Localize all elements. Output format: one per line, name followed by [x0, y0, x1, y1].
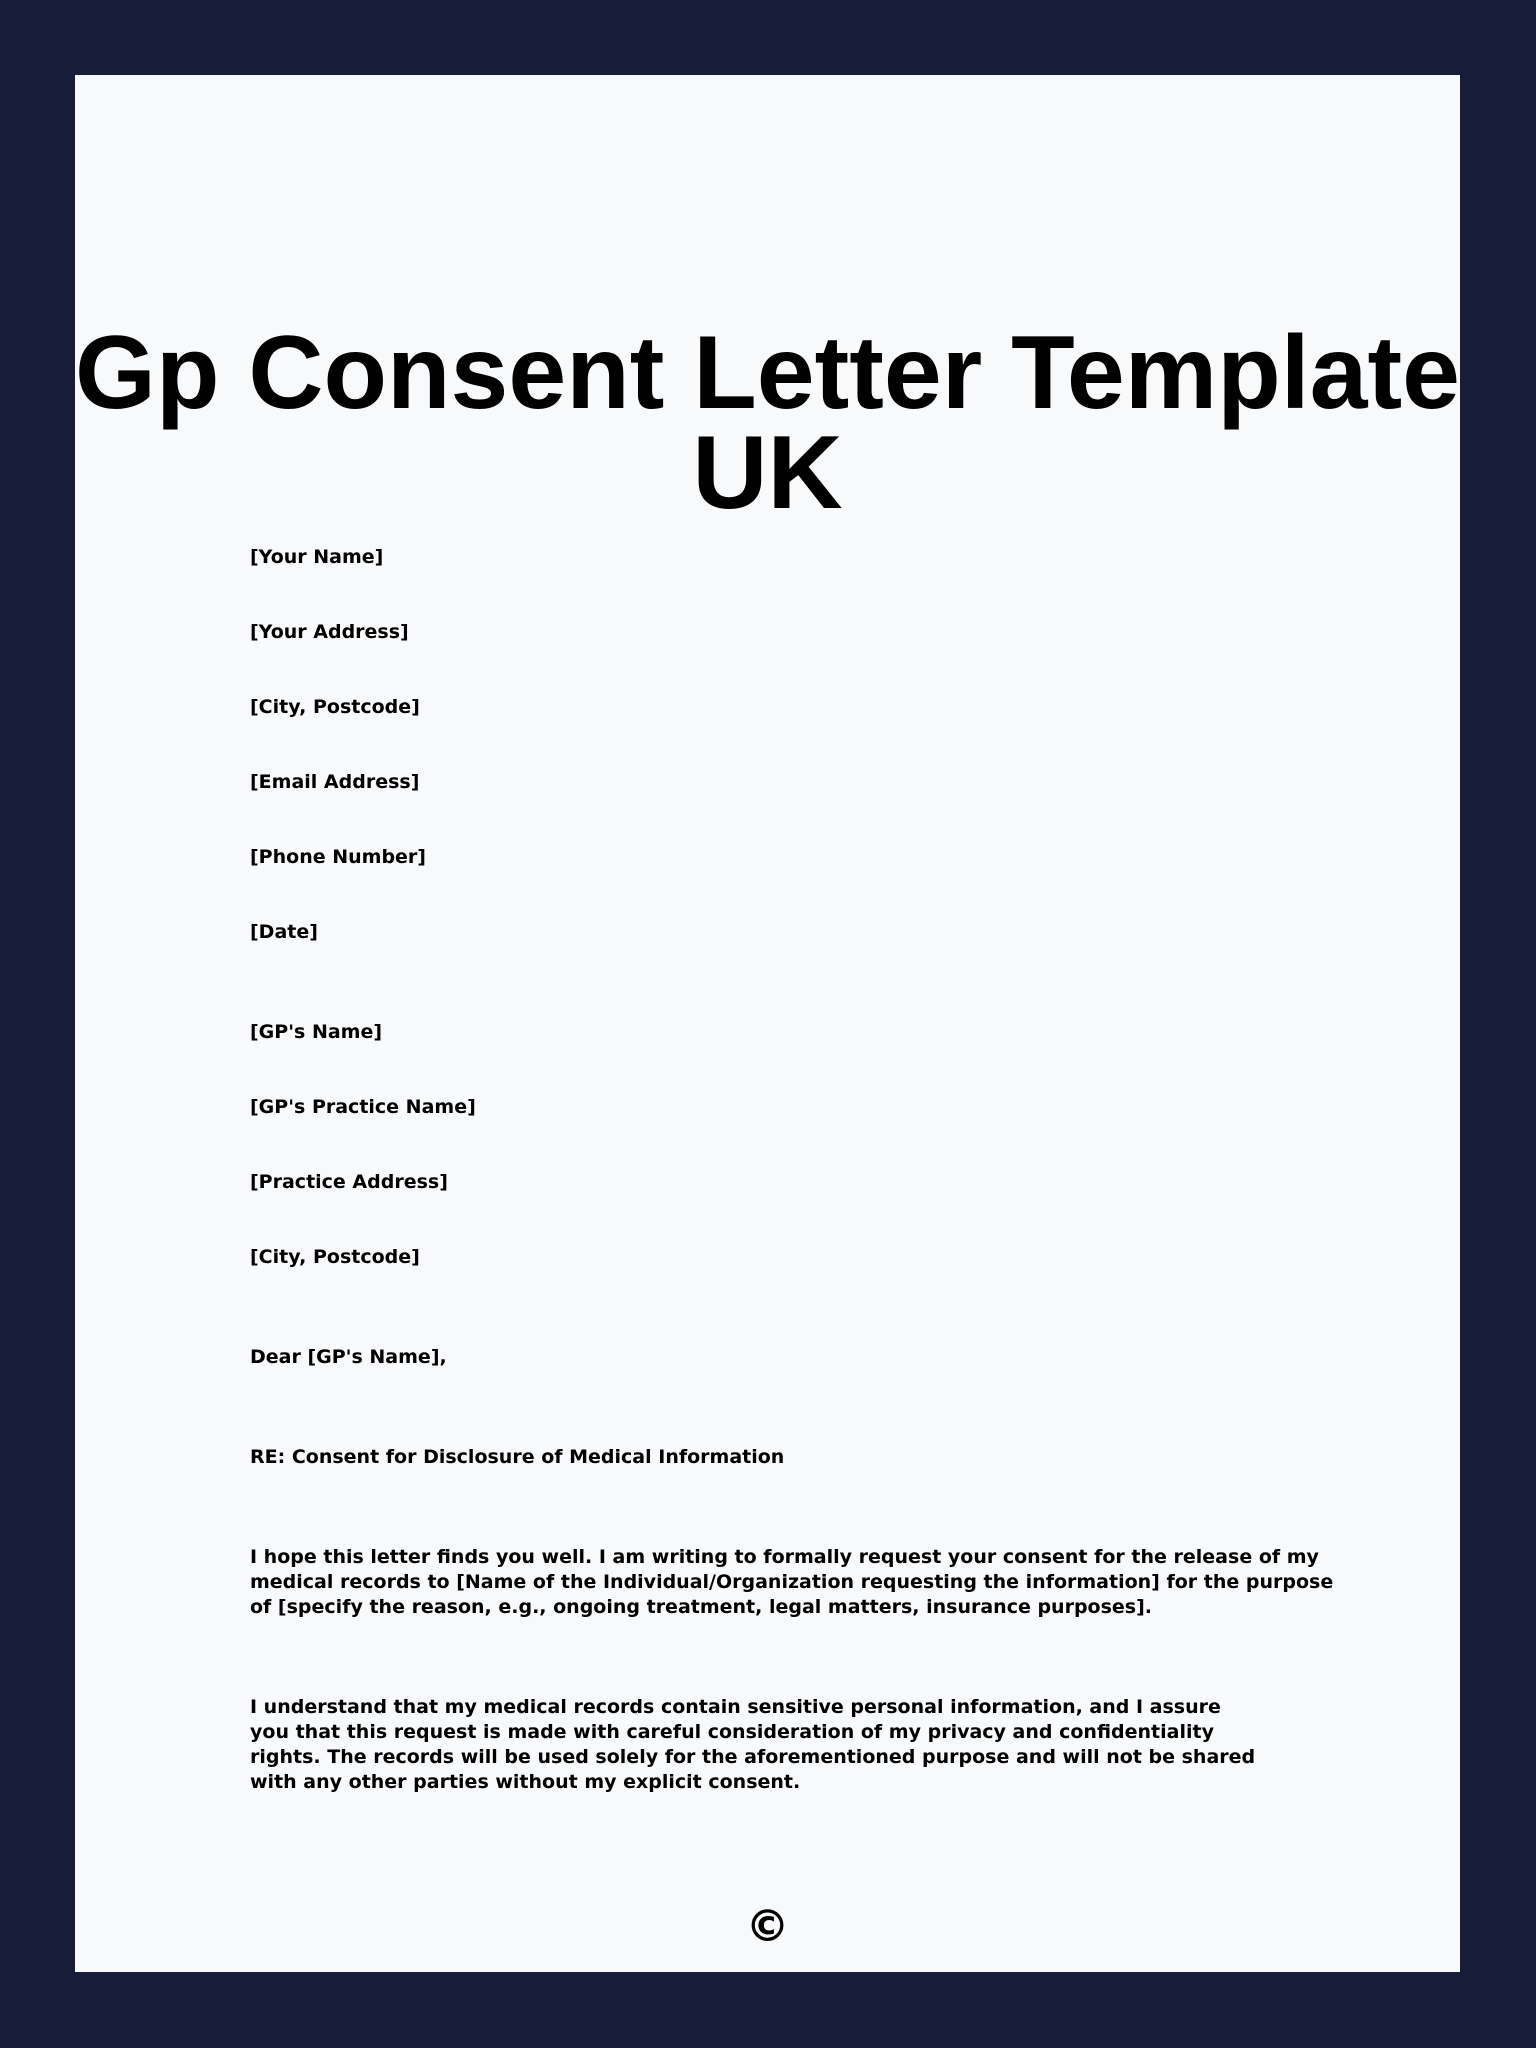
- sender-email: [Email Address]: [250, 771, 420, 793]
- salutation: Dear [GP's Name],: [250, 1346, 447, 1368]
- letter-page: [75, 75, 1460, 1972]
- sender-name: [Your Name]: [250, 546, 384, 568]
- sender-city-postcode: [City, Postcode]: [250, 696, 420, 718]
- subject-line: RE: Consent for Disclosure of Medical Information: [250, 1446, 785, 1468]
- paragraph-request: I hope this letter finds you well. I am writing to formally request your consent for the release of my medical records to [Name of the Individual/Organization requesting the information] for the purpose of [specify the reason, e.g., ongoing treatment, legal matters, insurance purposes].: [250, 1546, 1334, 1618]
- recipient-practice-address: [Practice Address]: [250, 1171, 448, 1193]
- recipient-city-postcode: [City, Postcode]: [250, 1246, 420, 1268]
- recipient-practice-name: [GP's Practice Name]: [250, 1096, 476, 1118]
- sender-phone: [Phone Number]: [250, 846, 426, 868]
- paragraph-confidentiality: I understand that my medical records contain sensitive personal information, and I assure you that this request is made with careful consideration of my privacy and confidentiality rights. The records will be used solely for the aforementioned purpose and will not be shared with any other parties without my explicit consent.: [250, 1696, 1256, 1793]
- recipient-name: [GP's Name]: [250, 1021, 383, 1043]
- copyright-symbol: ©: [745, 1901, 790, 1952]
- page-title: Gp Consent Letter Template UK: [75, 315, 1460, 531]
- letter-date: [Date]: [250, 921, 318, 943]
- sender-address: [Your Address]: [250, 621, 409, 643]
